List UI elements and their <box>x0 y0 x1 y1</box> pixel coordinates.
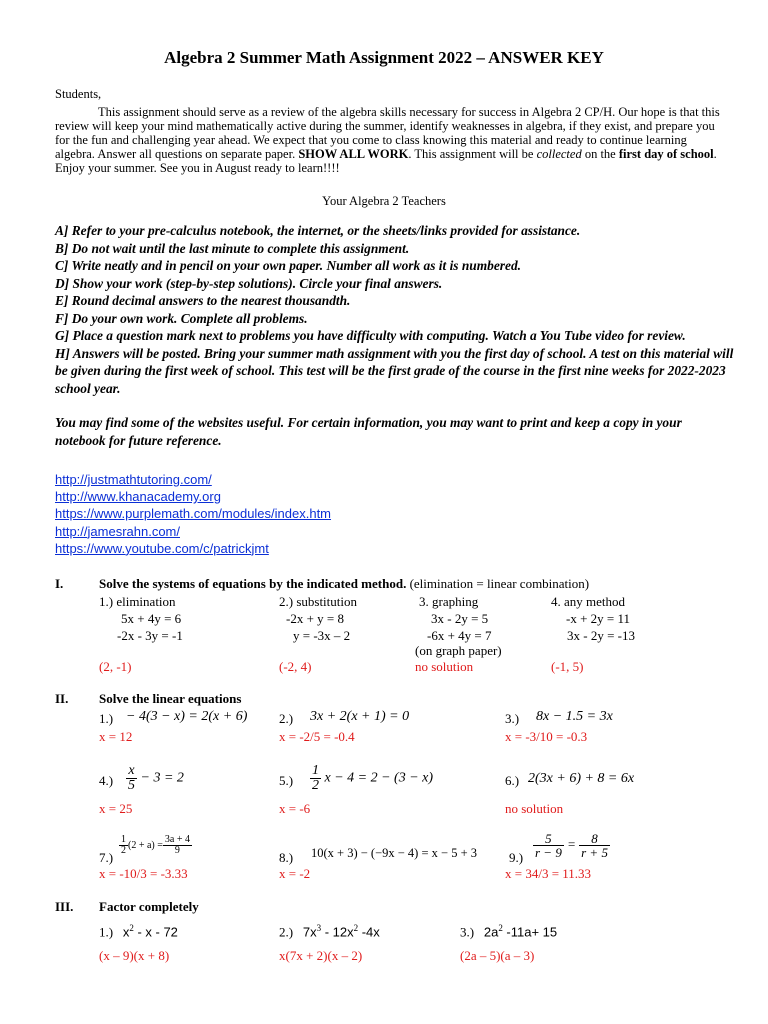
s2-problem-8-equation: 10(x + 3) − (−9x − 4) = x − 5 + 3 <box>311 846 477 860</box>
link-youtube-patrickjmt[interactable]: https://www.youtube.com/c/patrickjmt <box>55 540 269 556</box>
link-purplemath[interactable]: https://www.purplemath.com/modules/index.htm <box>55 506 332 522</box>
s2-problem-9-label: 9.) <box>509 850 524 865</box>
s1-problem-1-label: 1.) elimination <box>99 594 176 609</box>
s2-problem-8-label: 8.) <box>279 850 294 865</box>
s1-problem-3-eq2: -6x + 4y = 7 <box>427 628 492 643</box>
s2-problem-4-equation: $\frac{x}{5}$ − 3 = 2 <box>128 763 184 793</box>
s2-problem-2-equation: 3x + 2(x + 1) = 0 <box>310 709 410 724</box>
fraction: $\frac{1}{2}$ <box>121 834 126 856</box>
fraction: $\frac{8}{r + 5}$ <box>581 831 608 860</box>
rule-c: C] Write neatly and in pencil on your own paper. Number all work as it is numbered. <box>55 258 522 273</box>
s2-problem-2-label: 2.) <box>279 711 294 726</box>
link-khanacademy[interactable]: http://www.khanacademy.org <box>55 489 221 505</box>
link-jamesrahn[interactable]: http://jamesrahn.com/ <box>55 523 180 539</box>
fraction: $\frac{3a + 4}{9}$ <box>164 834 190 856</box>
s1-problem-2-answer: (-2, 4) <box>279 659 312 674</box>
s2-problem-5-label: 5.) <box>279 773 294 788</box>
s2-problem-4-answer: x = 25 <box>99 801 133 816</box>
s2-problem-8-answer: x = -2 <box>279 866 311 881</box>
s1-problem-3-eq1: 3x - 2y = 5 <box>431 611 489 626</box>
link-justmathtutoring[interactable]: http://justmathtutoring.com/ <box>55 472 212 487</box>
s3-problem-2: 2.) $7x^3 - 12x^2$ -4x <box>279 923 380 940</box>
s1-problem-1-eq1: 5x + 4y = 6 <box>121 611 182 626</box>
websites-note: You may find some of the websites useful. For certain information, you may want to print and keep a copy in your notebook for future reference. <box>55 415 682 448</box>
signature: Your Algebra 2 Teachers <box>322 194 446 208</box>
links-list <box>55 471 331 557</box>
s2-problem-9-equation: $\frac{5}{r - 9}$ = $\frac{8}{r + 5}$ <box>535 831 608 860</box>
s3-problem-3: 3.) $2a^2$ -11a+ 15 <box>460 923 558 940</box>
s2-problem-7-answer: x = -10/3 = -3.33 <box>99 866 188 881</box>
s2-problem-1-equation: − 4(3 − x) = 2(x + 6) <box>126 709 248 724</box>
section-3-heading: Factor completely <box>99 899 199 914</box>
s2-problem-6-equation: 2(3x + 6) + 8 = 6x <box>528 771 635 786</box>
section-1-number: I. <box>55 576 64 591</box>
intro-paragraph: This assignment should serve as a review of the algebra skills necessary for success in Algebra 2 CP/H. Our hope is that this review will keep your mind mathematically active during the summer, identify weaknesses in algebra, if they exist, and prepare you for the fun and challenging year ahead. We expect that you come to class knowing this material and ready to continue learning algebra. Answer all questions on separate paper. SHOW ALL WORK. This assignment will be collected on the first day of school. Enjoy your summer. See you in August ready to learn!!!! <box>55 105 720 175</box>
s2-problem-1-label: 1.) <box>99 711 114 726</box>
s1-problem-3-label: 3. graphing <box>419 594 479 609</box>
fraction: $\frac{x}{5}$ <box>128 763 135 793</box>
section-2-number: II. <box>55 691 69 706</box>
s1-problem-2-eq1: -2x + y = 8 <box>286 611 344 626</box>
s2-problem-6-label: 6.) <box>505 773 520 788</box>
s2-problem-6-answer: no solution <box>505 801 564 816</box>
s1-problem-3-answer: no solution <box>415 659 474 674</box>
s1-problem-4-eq1: -x + 2y = 11 <box>566 611 631 626</box>
s1-problem-2-eq2: y = -3x – 2 <box>293 628 351 643</box>
rules-list <box>55 222 735 449</box>
fraction: $\frac{1}{2}$ <box>312 763 319 793</box>
s2-problem-3-equation: 8x − 1.5 = 3x <box>536 709 613 724</box>
s2-problem-5-equation: $\frac{1}{2}$ x − 4 = 2 − (3 − x) <box>312 763 434 793</box>
s1-problem-4-label: 4. any method <box>551 594 626 609</box>
rule-e: E] Round decimal answers to the nearest thousandth. <box>55 293 351 308</box>
s3-problem-3-answer: (2a – 5)(a – 3) <box>460 948 535 963</box>
s3-problem-1: 1.) $x^2$ - x - 72 <box>99 923 178 940</box>
fraction: $\frac{5}{r - 9}$ <box>535 831 562 860</box>
s1-problem-1-answer: (2, -1) <box>99 659 132 674</box>
s2-problem-4-label: 4.) <box>99 773 114 788</box>
rule-f: F] Do your own work. Complete all problems. <box>55 310 308 326</box>
s2-problem-7-label: 7.) <box>99 850 114 865</box>
s1-problem-1-eq2: -2x - 3y = -1 <box>117 628 183 643</box>
rule-b: B] Do not wait until the last minute to complete this assignment. <box>55 240 410 256</box>
s2-problem-3-label: 3.) <box>505 711 520 726</box>
s1-problem-4-answer: (-1, 5) <box>551 659 584 674</box>
s2-problem-2-answer: x = -2/5 = -0.4 <box>279 729 355 744</box>
s1-problem-3-note: (on graph paper) <box>415 643 502 658</box>
s1-problem-4-eq2: 3x - 2y = -13 <box>567 628 635 643</box>
s2-problem-3-answer: x = -3/10 = -0.3 <box>505 729 588 744</box>
section-2-heading: Solve the linear equations <box>99 691 242 706</box>
rule-a: A] Refer to your pre-calculus notebook, the internet, or the sheets/links provided for assistance. <box>55 223 581 238</box>
s2-problem-9-answer: x = 34/3 = 11.33 <box>505 866 592 881</box>
rule-g: G] Place a question mark next to problems you have difficulty with computing. Watch a You Tube video for review. <box>55 328 686 343</box>
section-3-number: III. <box>55 899 74 914</box>
greeting: Students, <box>55 87 102 101</box>
s2-problem-7-equation: $\frac{1}{2}$ (2 + a) = $\frac{3a + 4}{9}$ <box>121 834 190 856</box>
section-1-heading: Solve the systems of equations by the indicated method. (elimination = linear combination) <box>99 576 590 591</box>
s2-problem-1-answer: x = 12 <box>99 729 133 744</box>
s2-problem-5-answer: x = -6 <box>279 801 311 816</box>
s1-problem-2-label: 2.) substitution <box>279 594 358 609</box>
rule-h: H] Answers will be posted. Bring your summer math assignment with you the first day of school. A test on this material will be given during the first week of school. This test will be the first grade of the course in the first nine weeks for 2022-2023 school year. <box>55 345 734 396</box>
rule-d: D] Show your work (step-by-step solutions). Circle your final answers. <box>55 275 443 291</box>
s3-problem-2-answer: x(7x + 2)(x – 2) <box>279 948 363 963</box>
s3-problem-1-answer: (x – 9)(x + 8) <box>99 948 170 963</box>
show-all-work: SHOW ALL WORK <box>298 147 409 161</box>
page-title: Algebra 2 Summer Math Assignment 2022 – ANSWER KEY <box>164 48 604 67</box>
